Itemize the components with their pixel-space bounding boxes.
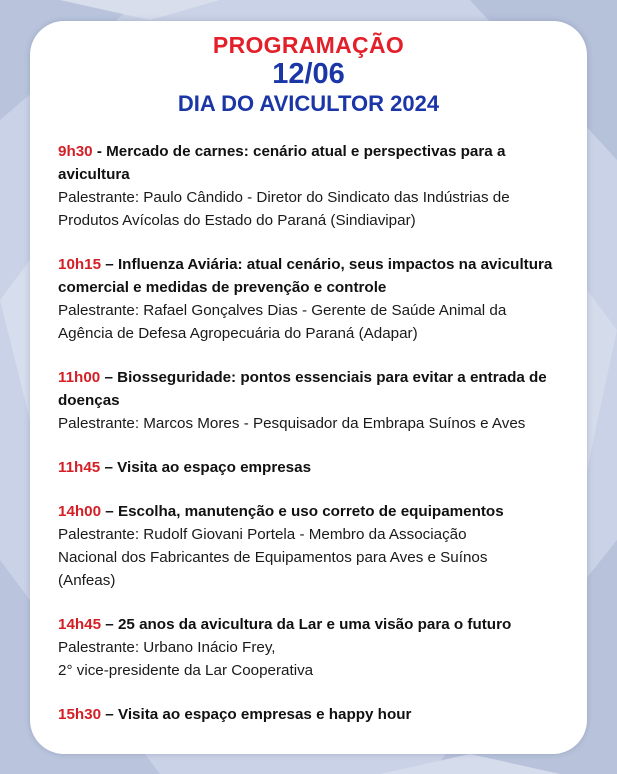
speaker-line: Produtos Avícolas do Estado do Paraná (Sindiavipar) bbox=[58, 212, 416, 229]
schedule-topic: - Mercado de carnes: cenário atual e perspectivas para a avicultura bbox=[58, 143, 506, 183]
schedule-item bbox=[58, 456, 568, 479]
schedule-item-title bbox=[58, 253, 568, 299]
schedule-time: 15h30 bbox=[58, 706, 102, 723]
schedule-time: 11h45 bbox=[58, 459, 101, 476]
speaker-line: Palestrante: Paulo Cândido - Diretor do Sindicato das Indústrias de bbox=[58, 189, 510, 206]
schedule-topic: – Escolha, manutenção e uso correto de equipamentos bbox=[101, 503, 504, 520]
schedule-item-title bbox=[58, 140, 568, 186]
schedule-time: 10h15 bbox=[58, 256, 102, 273]
schedule-item bbox=[58, 613, 568, 682]
page-title: PROGRAMAÇÃO bbox=[212, 32, 405, 58]
schedule-time: 14h00 bbox=[58, 503, 102, 520]
speaker-line: Nacional dos Fabricantes de Equipamentos para Aves e Suínos bbox=[58, 549, 488, 566]
speaker-line: Agência de Defesa Agropecuária do Paraná (Adapar) bbox=[58, 325, 418, 342]
schedule-item-title bbox=[58, 703, 568, 726]
speaker-line: Palestrante: Marcos Mores - Pesquisador da Embrapa Suínos e Aves bbox=[58, 415, 526, 432]
schedule-card bbox=[30, 21, 587, 754]
schedule-topic: – Biosseguridade: pontos essenciais para evitar a entrada de doenças bbox=[58, 369, 547, 409]
schedule-topic: – Visita ao espaço empresas e happy hour bbox=[101, 706, 412, 723]
event-date: 12/06 bbox=[272, 58, 345, 90]
speaker-line: 2° vice-presidente da Lar Cooperativa bbox=[58, 662, 314, 679]
schedule-item-title bbox=[58, 613, 568, 636]
schedule-topic: – Visita ao espaço empresas bbox=[100, 459, 312, 476]
schedule-item-title bbox=[58, 500, 568, 523]
speaker-line: (Anfeas) bbox=[58, 572, 116, 589]
speaker-line: Palestrante: Rafael Gonçalves Dias - Gerente de Saúde Animal da bbox=[58, 302, 507, 319]
schedule-item bbox=[58, 366, 568, 435]
schedule-topic: – Influenza Aviária: atual cenário, seus impactos na avicultura comercial e medidas de prevenção e controle bbox=[58, 256, 553, 296]
schedule-item-title bbox=[58, 456, 568, 479]
schedule-topic: – 25 anos da avicultura da Lar e uma visão para o futuro bbox=[101, 616, 512, 633]
schedule-item bbox=[58, 703, 568, 726]
schedule-time: 9h30 bbox=[58, 143, 93, 160]
schedule-item-title bbox=[58, 366, 568, 412]
schedule-item bbox=[58, 500, 568, 592]
schedule-time: 14h45 bbox=[58, 616, 102, 633]
schedule-time: 11h00 bbox=[58, 369, 101, 386]
speaker-line: Palestrante: Rudolf Giovani Portela - Membro da Associação bbox=[58, 526, 467, 543]
event-name: DIA DO AVICULTOR 2024 bbox=[177, 91, 440, 116]
schedule-list bbox=[58, 140, 568, 747]
schedule-item bbox=[58, 253, 568, 345]
speaker-line: Palestrante: Urbano Inácio Frey, bbox=[58, 639, 276, 656]
header bbox=[30, 32, 587, 118]
schedule-item bbox=[58, 140, 568, 232]
